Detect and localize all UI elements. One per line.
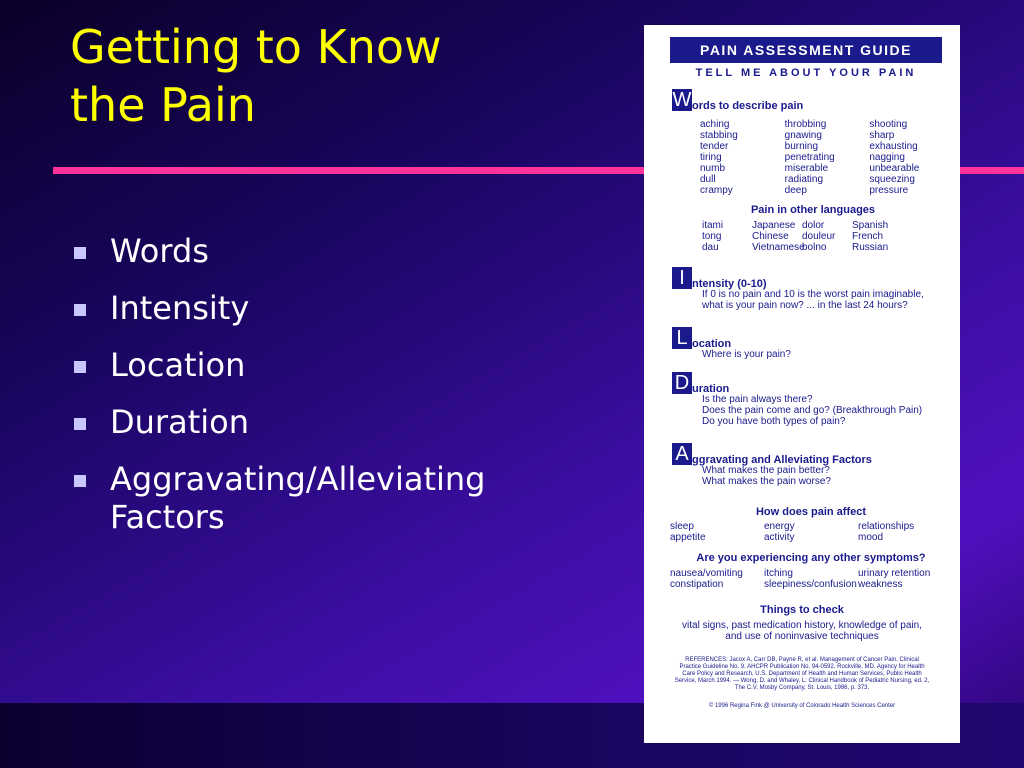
guide-subheader: TELL ME ABOUT YOUR PAIN: [695, 67, 917, 79]
location-section: L ocation Where is your pain?: [672, 327, 954, 360]
references: REFERENCES: Jacox A, Carr DB, Payne R, et al. Management of Cancer Pain. Clinical Practice Guideline No. 9. AHCPR Publication No. 94-0592. Rockville, MD. Agency for Health Care Policy and Research, U.S. Department of Health and Human Services, Public Health Service, March 1994. — Wong, D, and Whaley, L: Clinical Handbook of Pediatric Nursing, ed. 2, The C.V. Mosby Company, St. Louis, 1986, p. 373.: [674, 657, 930, 691]
affect-section: [670, 507, 952, 543]
languages-grid: itami Japanese dolor Spanish tong Chinese douleur French dau Vietnamese bolno Russian: [702, 220, 889, 253]
letter-d-badge: D: [672, 372, 692, 394]
words-col-2: throbbing gnawing burning penetrating miserable radiating deep: [784, 119, 835, 196]
aggravating-title: ggravating and Alleviating Factors: [692, 454, 872, 466]
aggravating-section: A ggravating and Alleviating Factors What makes the pain better? What makes the pain worse?: [672, 443, 954, 487]
symptoms-grid: nausea/vomiting constipation itching sleepiness/confusion urinary retention weakness: [670, 568, 931, 590]
bullet-item: Aggravating/Alleviating Factors: [72, 460, 560, 536]
guide-header: PAIN ASSESSMENT GUIDE: [670, 37, 942, 63]
bullet-square-icon: [74, 304, 86, 316]
affect-grid: sleep appetite energy activity relationships mood: [670, 521, 915, 543]
bullet-square-icon: [74, 247, 86, 259]
words-section: [672, 89, 954, 196]
slide-title-line1: Getting to Know: [70, 20, 442, 74]
languages-title: Pain in other languages: [750, 204, 876, 216]
words-grid: [672, 119, 954, 196]
location-title: ocation: [692, 338, 732, 350]
bullet-item: Duration: [72, 403, 560, 441]
duration-section: D uration Is the pain always there? Does the pain come and go? (Breakthrough Pain) Do you have both types of pain?: [672, 372, 954, 427]
words-title: ords to describe pain: [692, 100, 804, 112]
intensity-section: I ntensity (0-10) If 0 is no pain and 10 is the worst pain imaginable, what is your pain now? ... in the last 24 hours?: [672, 267, 954, 311]
bullet-item: Intensity: [72, 289, 560, 327]
duration-title: uration: [692, 383, 730, 395]
check-section: Things to check vital signs, past medication history, knowledge of pain, and use of noninvasive techniques: [664, 605, 940, 642]
symptoms-section: [670, 553, 952, 590]
letter-i-badge: I: [672, 267, 692, 289]
copyright: © 1996 Regina Fink @ University of Colorado Health Sciences Center: [708, 703, 896, 709]
bullet-list: [72, 232, 560, 555]
bullet-item: Location: [72, 346, 560, 384]
bullet-square-icon: [74, 418, 86, 430]
pain-assessment-guide-card: [644, 25, 960, 743]
check-title: Things to check: [760, 604, 844, 616]
languages-section: [672, 205, 954, 253]
bullet-square-icon: [74, 361, 86, 373]
slide-title: [70, 18, 442, 134]
letter-l-badge: L: [672, 327, 692, 349]
letter-a-badge: A: [672, 443, 692, 465]
affect-title: How does pain affect: [755, 506, 867, 518]
words-col-3: shooting sharp exhausting nagging unbearable squeezing pressure: [869, 119, 920, 196]
intensity-title: ntensity (0-10): [692, 278, 767, 290]
words-col-1: aching stabbing tender tiring numb dull crampy: [700, 119, 738, 196]
slide-title-line2: the Pain: [70, 78, 256, 132]
symptoms-title: Are you experiencing any other symptoms?: [696, 552, 926, 564]
letter-w-badge: W: [672, 89, 692, 111]
bullet-square-icon: [74, 475, 86, 487]
bullet-item: Words: [72, 232, 560, 270]
